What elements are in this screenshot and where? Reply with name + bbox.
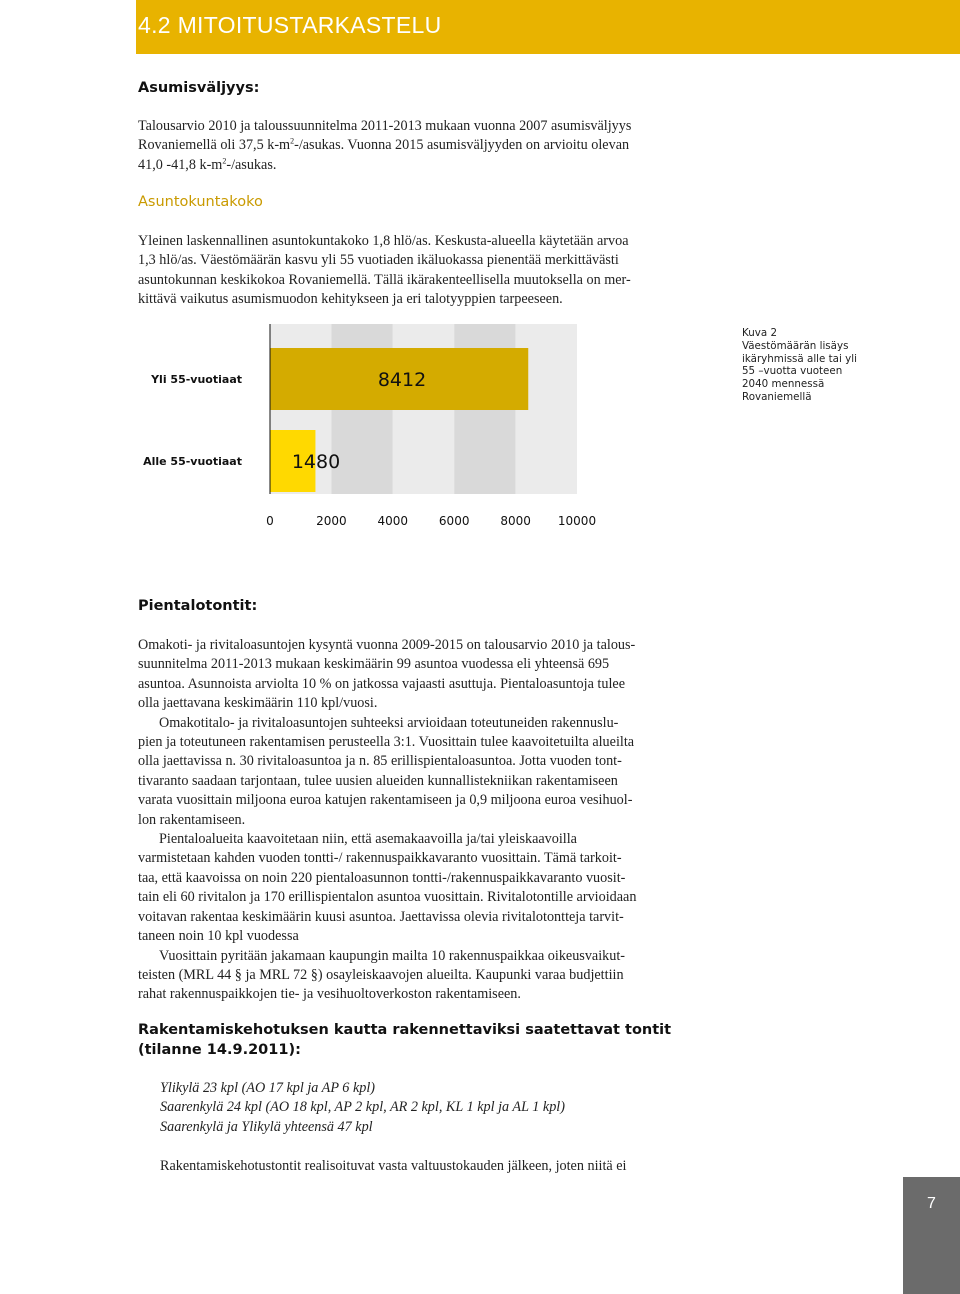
page-title: 4.2 MITOITUSTARKASTELU — [138, 12, 442, 38]
caption-line: Kuva 2 — [742, 327, 777, 339]
text-line: varata vuosittain miljoona euroa katujen rakentamiseen ja 0,9 miljoona euroa vesihuol- — [138, 792, 633, 809]
list-item: Saarenkylä ja Ylikylä yhteensä 47 kpl — [160, 1118, 373, 1135]
text-line — [138, 156, 718, 175]
list-item: Ylikylä 23 kpl (AO 17 kpl ja AP 6 kpl) — [160, 1080, 376, 1096]
text-line: Omakoti- ja rivitaloasuntojen kysyntä vuonna 2009-2015 on talousarvio 2010 ja talous- — [138, 637, 636, 653]
text-line: kittävä vaikutus asumismuodon kehitykseen ja eri talotyyppien tarpeeseen. — [138, 291, 563, 308]
heading-rakentamiskehotus: Rakentamiskehotuksen kautta rakennettaviksi saatettavat tontit — [138, 1022, 672, 1038]
text-line: teisten (MRL 44 § ja MRL 72 §) osayleiskaavojen alueilta. Kaupunki varaa budjettiin — [138, 966, 624, 983]
text-line: lon rakentamiseen. — [138, 811, 246, 828]
text-line: olla jaettavana keskimäärin 110 kpl/vuosi. — [138, 695, 378, 712]
text-line: rahat rakennuspaikkojen tie- ja vesihuoltoverkoston rakentamiseen. — [138, 986, 521, 1003]
text-line: asuntokunnan keskikokoa Rovaniemellä. Tällä ikärakenteellisella muutoksella on mer- — [138, 271, 631, 288]
text-line: taa, että kaavoissa on noin 220 pientaloasunnon tontti-/rakennuspaikkavaranto vuosit- — [138, 869, 626, 886]
bar-value-label: 1480 — [291, 451, 341, 473]
text-line: taneen noin 10 kpl vuodessa — [138, 928, 299, 945]
superscript: 2 — [290, 136, 295, 146]
category-label: Yli 55-vuotiaat — [151, 373, 242, 386]
x-tick-label: 4000 — [377, 514, 409, 528]
caption-line: Väestömäärän lisäys — [742, 339, 849, 352]
list-item: Saarenkylä 24 kpl (AO 18 kpl, AP 2 kpl, AR 2 kpl, KL 1 kpl ja AL 1 kpl) — [160, 1099, 565, 1116]
caption-line: 55 –vuotta vuoteen — [742, 365, 843, 378]
bar-value-label: 8412 — [377, 369, 427, 391]
page-number-tab — [903, 1177, 960, 1294]
text-line: voitavan rakentaa keskimäärin kuusi asuntoa. Jaettavissa olevia rivitalotontteja tarvit- — [138, 908, 624, 925]
text-fragment: Rovaniemellä oli 37,5 k-m — [138, 137, 291, 154]
chart-caption — [742, 327, 882, 404]
x-tick-label: 6000 — [438, 514, 470, 528]
text-fragment: -/asukas. Vuonna 2015 asumisväljyyden on arvioitu olevan — [294, 137, 630, 154]
superscript: 2 — [222, 156, 227, 166]
text-line: pien ja toteutuneen rakentamisen perusteella 3:1. Vuosittain tulee kaavoitetuilta alueilta — [138, 734, 635, 751]
text-line: tivaranto saadaan tarjontaan, tulee uusien alueiden kunnallistekniikan rakentamiseen — [138, 772, 618, 789]
closing-paragraph — [160, 1157, 720, 1176]
text-fragment: -/asukas. — [226, 156, 277, 173]
text-line: suunnitelma 2011-2013 mukaan keskimäärin 99 asuntoa vuodessa eli yhteensä 695 — [138, 656, 610, 673]
text-line: Pientaloalueita kaavoitetaan niin, että asemakaavoilla ja/tai yleiskaavoilla — [159, 831, 577, 848]
text-line: Vuosittain pyritään jakamaan kaupungin mailta 10 rakennuspaikkaa oikeusvaikut- — [159, 947, 626, 964]
text-line: Talousarvio 2010 ja taloussuunnitelma 2011-2013 mukaan vuonna 2007 asumisväljyys — [138, 118, 632, 134]
text-fragment: 41,0 -41,8 k-m — [138, 156, 223, 173]
text-line: asuntoa. Asunnoista arviolta 10 % on jatkossa vajaasti asuttuja. Pientaloasuntoja tulee — [138, 675, 626, 692]
caption-line: Rovaniemellä — [742, 390, 812, 403]
heading-asuntokuntakoko: Asuntokuntakoko — [138, 194, 263, 210]
pientalotontit-paragraph — [138, 636, 718, 1005]
caption-line: ikäryhmissä alle tai yli — [742, 352, 857, 365]
heading-rakentamiskehotus-date: (tilanne 14.9.2011): — [138, 1042, 301, 1058]
heading-pientalotontit: Pientalotontit: — [138, 598, 258, 614]
text-line: Omakotitalo- ja rivitaloasuntojen suhteeksi arvioidaan toteutuneiden rakennuslu- — [159, 714, 619, 731]
text-line: 1,3 hlö/as. Väestömäärän kasvu yli 55 vuotiaden ikäluokassa pienentää merkittävästi — [138, 252, 619, 269]
text-line: tain eli 60 rivitalon ja 170 erillispientalon asuntoa vuosittain. Rivitalotontille arvioidaan — [138, 889, 637, 906]
text-line: Yleinen laskennallinen asuntokuntakoko 1,8 hlö/as. Keskusta-alueella käytetään arvoa — [138, 233, 629, 249]
text-line: varmistetaan kahden vuoden tontti-/ rakennuspaikkavaranto vuosittain. Tämä tarkoit- — [138, 850, 622, 867]
text-line: olla jaettavissa n. 30 rivitaloasuntoa ja n. 85 erillispientaloasuntoa. Jotta vuoden tont- — [138, 753, 622, 770]
page-number: 7 — [927, 1195, 936, 1212]
text-line: Rakentamiskehotustontit realisoituvat vasta valtuustokauden jälkeen, joten niitä ei — [160, 1158, 627, 1174]
x-tick-label: 0 — [266, 514, 274, 528]
category-label: Alle 55-vuotiaat — [143, 455, 242, 468]
caption-line: 2040 mennessä — [742, 378, 825, 391]
tontit-list — [160, 1079, 720, 1137]
text-line — [138, 136, 718, 155]
heading-asumisvaljyys: Asumisväljyys: — [138, 80, 260, 96]
x-tick-label: 2000 — [316, 514, 347, 528]
asuntokuntakoko-paragraph — [138, 232, 718, 310]
x-tick-label: 8000 — [500, 514, 531, 528]
x-tick-label: 10000 — [557, 514, 597, 528]
asumisvaljyys-paragraph — [138, 117, 718, 175]
